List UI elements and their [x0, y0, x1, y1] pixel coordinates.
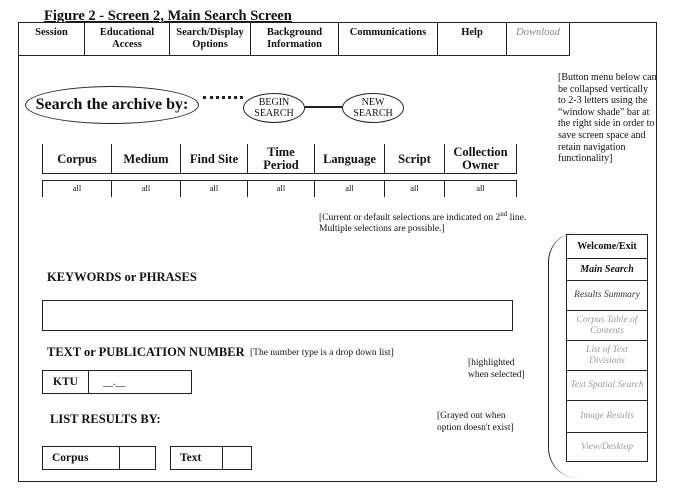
- side-item-welcome-exit[interactable]: Welcome/Exit: [567, 235, 647, 259]
- search-criteria-table: [42, 144, 517, 197]
- new-search-button[interactable]: NEW SEARCH: [342, 93, 404, 123]
- text-publication-label: TEXT or PUBLICATION NUMBER: [47, 345, 245, 359]
- criteria-value-find-site[interactable]: all: [180, 181, 247, 197]
- criteria-header-medium: Medium: [111, 144, 180, 174]
- publication-number-input[interactable]: __.__: [103, 376, 126, 388]
- side-item-image-results[interactable]: Image Results: [567, 401, 647, 433]
- criteria-divider: [42, 173, 517, 174]
- menu-communications[interactable]: Communications: [339, 23, 438, 56]
- criteria-note: [Current or default selections are indicated on 2nd line. Multiple selections are possible.]: [319, 210, 527, 235]
- number-type-dropdown[interactable]: KTU: [43, 371, 89, 393]
- criteria-value-script[interactable]: all: [384, 181, 444, 197]
- list-results-label: LIST RESULTS BY:: [50, 412, 161, 426]
- keywords-label: KEYWORDS or PHRASES: [47, 270, 197, 284]
- side-item-corpus-table-of-contents[interactable]: Corpus Table of Contents: [567, 311, 647, 341]
- criteria-header-find-site: Find Site: [180, 144, 247, 174]
- list-by-text-label: Text: [171, 447, 223, 469]
- menu-background-information[interactable]: Background Information: [251, 23, 339, 56]
- menu-download[interactable]: Download: [507, 23, 570, 56]
- button-menu-note: [Button menu below can be collapsed vertically to 2-3 letters using the “window shade” bar at the right side in order to save screen space and retain navigation functionality]: [558, 72, 657, 165]
- keywords-input[interactable]: [42, 300, 513, 331]
- dotted-connector: [203, 96, 243, 99]
- criteria-value-time-period[interactable]: all: [247, 181, 314, 197]
- criteria-value-collection-owner[interactable]: all: [444, 181, 517, 197]
- menu-help[interactable]: Help: [438, 23, 507, 56]
- begin-search-button[interactable]: BEGIN SEARCH: [243, 93, 305, 123]
- list-by-text-option[interactable]: [170, 446, 252, 470]
- menu-session[interactable]: Session: [19, 23, 85, 56]
- button-connector-line: [305, 106, 342, 108]
- criteria-header-time-period: Time Period: [247, 144, 314, 174]
- side-item-results-summary[interactable]: Results Summary: [567, 281, 647, 311]
- criteria-header-collection-owner: Collection Owner: [444, 144, 517, 174]
- menu-educational-access[interactable]: Educational Access: [85, 23, 170, 56]
- menu-search-display-options[interactable]: Search/Display Options: [170, 23, 251, 56]
- list-by-corpus-label: Corpus: [43, 447, 120, 469]
- criteria-header-script: Script: [384, 144, 444, 174]
- text-publication-note: [The number type is a drop down list]: [250, 348, 394, 358]
- highlighted-note: [highlighted when selected]: [468, 358, 525, 380]
- criteria-header-language: Language: [314, 144, 384, 174]
- criteria-header-corpus: Corpus: [42, 144, 111, 174]
- search-archive-prompt: Search the archive by:: [25, 86, 199, 124]
- criteria-value-language[interactable]: all: [314, 181, 384, 197]
- criteria-value-medium[interactable]: all: [111, 181, 180, 197]
- side-item-view-desktop[interactable]: View/Desktop: [580, 441, 634, 452]
- criteria-value-corpus[interactable]: all: [42, 181, 111, 197]
- side-item-main-search[interactable]: Main Search: [567, 259, 647, 281]
- grayed-out-note: [Grayed out when option doesn't exist]: [437, 411, 514, 433]
- side-item-list-of-text-divisions[interactable]: List of Text Divisions: [567, 341, 647, 371]
- figure-title: Figure 2 - Screen 2, Main Search Screen: [44, 8, 292, 24]
- publication-number-field: [42, 370, 192, 394]
- side-item-text-spatial-search[interactable]: Text Spatial Search: [567, 371, 647, 401]
- side-navigation-menu: [566, 234, 648, 462]
- list-by-corpus-option[interactable]: [42, 446, 156, 470]
- top-menu-bar: [19, 23, 570, 56]
